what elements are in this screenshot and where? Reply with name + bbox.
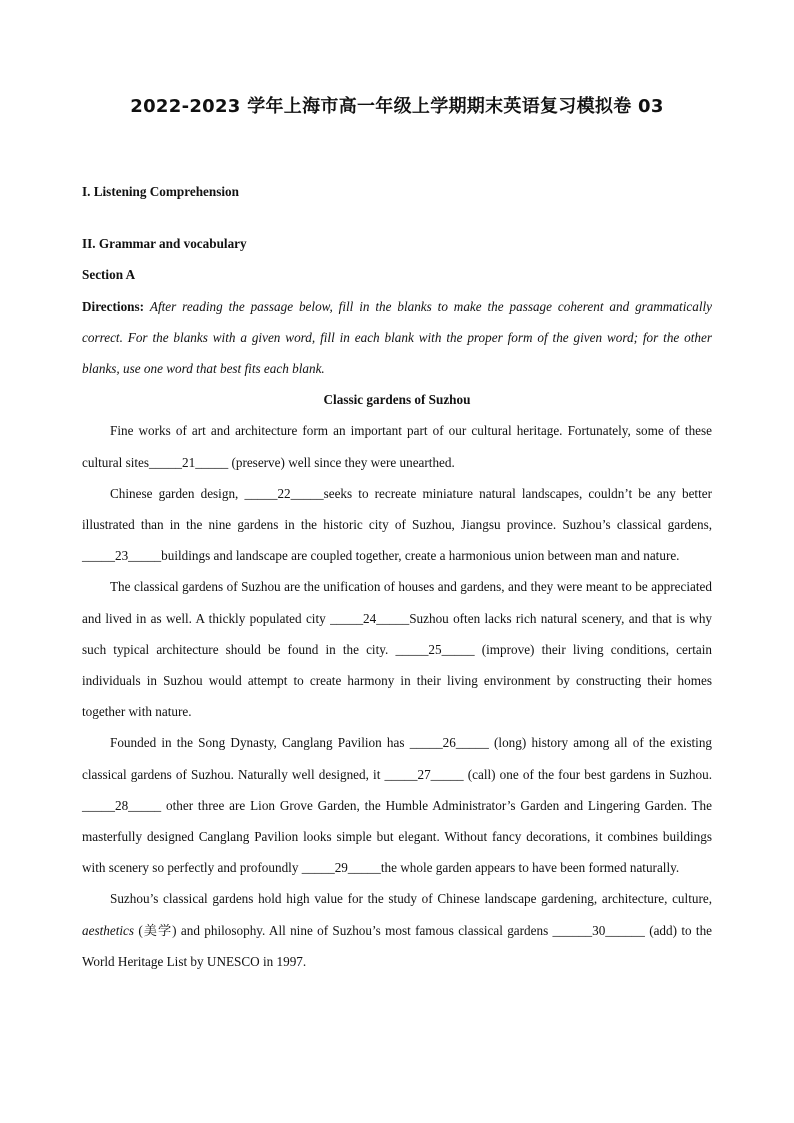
blank-29: _____29_____ bbox=[301, 860, 381, 876]
blank-23: _____23_____ bbox=[82, 548, 162, 564]
directions-text: After reading the passage below, fill in the blanks to make the passage coherent and grammatically correct. For the blanks with a given word, fill in each blank with the proper form of the given word; for the other blanks, use one word that best fits each blank. bbox=[82, 298, 713, 377]
p3-text-c: Suzhou often lacks rich natural scenery, and that is why such typical architecture should be found in the city. bbox=[82, 610, 713, 657]
p5-text-a: Suzhou’s classical gardens hold high value for the study of Chinese landscape gardening, architecture, culture, bbox=[110, 891, 712, 907]
p5-text-b: and philosophy. All nine of Suzhou’s most famous classical gardens bbox=[180, 922, 549, 938]
p4-text-d: (call) one of the four best gardens in Suzhou. bbox=[467, 766, 713, 782]
directions-label: Directions: bbox=[82, 298, 145, 314]
p5-text-c: (add) to the World Heritage List by UNESCO in 1997. bbox=[82, 922, 713, 969]
blank-25: _____25_____ bbox=[395, 641, 475, 657]
p4-text-c: (long) history among all of the existing classical gardens of Suzhou. Naturally well designed, it bbox=[82, 735, 713, 782]
p4-text-f: the whole garden appears to have been formed naturally. bbox=[380, 860, 680, 876]
p2-text-d: buildings and landscape are coupled together, create a harmonious union between man and nature. bbox=[161, 548, 680, 564]
section-listening-heading: I. Listening Comprehension bbox=[82, 184, 239, 199]
blank-27: _____27_____ bbox=[384, 766, 464, 782]
directions bbox=[82, 291, 712, 385]
document-title: 2022-2023 学年上海市高一年级上学期期末英语复习模拟卷 03 bbox=[130, 96, 664, 117]
document-content bbox=[82, 176, 712, 977]
paragraph-4 bbox=[82, 727, 712, 883]
paragraph-5 bbox=[82, 883, 712, 977]
section-grammar-heading: II. Grammar and vocabulary bbox=[82, 236, 247, 252]
p1-text-a: Fine works of art and architecture form an important part of our cultural heritage. Fortunately, some of these cultural sites bbox=[82, 423, 712, 470]
p5-italic-term: aesthetics bbox=[82, 922, 135, 938]
blank-21: _____21_____ bbox=[149, 454, 229, 470]
blank-28: _____28_____ bbox=[82, 797, 162, 813]
paragraph-3 bbox=[82, 571, 712, 727]
p4-text-a: Founded in the Song Dynasty, Canglang Pavilion has bbox=[110, 735, 405, 751]
blank-24: _____24_____ bbox=[330, 610, 410, 626]
blank-22: _____22_____ bbox=[244, 485, 324, 501]
p2-text-c: seeks to recreate miniature natural landscapes, couldn’t be any better illustrated than in the nine gardens in the historic city of Suzhou, Jiangsu province. Suzhou’s classical gardens, bbox=[82, 485, 713, 533]
p4-text-e: other three are Lion Grove Garden, the Humble Administrator’s Garden and Lingering Garden. The masterfully designed Canglang Pavilion looks simple but elegant. Without fancy decorations, it combines buildings with scenery so perfectly and profoundly bbox=[82, 797, 712, 876]
paragraph-2 bbox=[82, 478, 712, 572]
p3-text-a: The classical gardens of Suzhou are the unification of houses and gardens, and they were meant to be appreciated and lived in as well. A thickly populated city bbox=[82, 579, 712, 626]
p5-chinese-gloss: (美学) bbox=[138, 922, 177, 938]
section-a-heading: Section A bbox=[82, 267, 136, 283]
passage-title: Classic gardens of Suzhou bbox=[323, 392, 471, 408]
p1-text-c: (preserve) well since they were unearthed. bbox=[231, 454, 455, 470]
paragraph-1 bbox=[82, 415, 712, 477]
p2-text-a: Chinese garden design, bbox=[110, 485, 239, 501]
blank-30: ______30______ bbox=[552, 922, 645, 938]
blank-26: _____26_____ bbox=[409, 735, 489, 751]
p3-text-d: (improve) their living conditions, certain individuals in Suzhou would attempt to create harmony in their living environment by constructing their homes together with nature. bbox=[82, 641, 713, 720]
